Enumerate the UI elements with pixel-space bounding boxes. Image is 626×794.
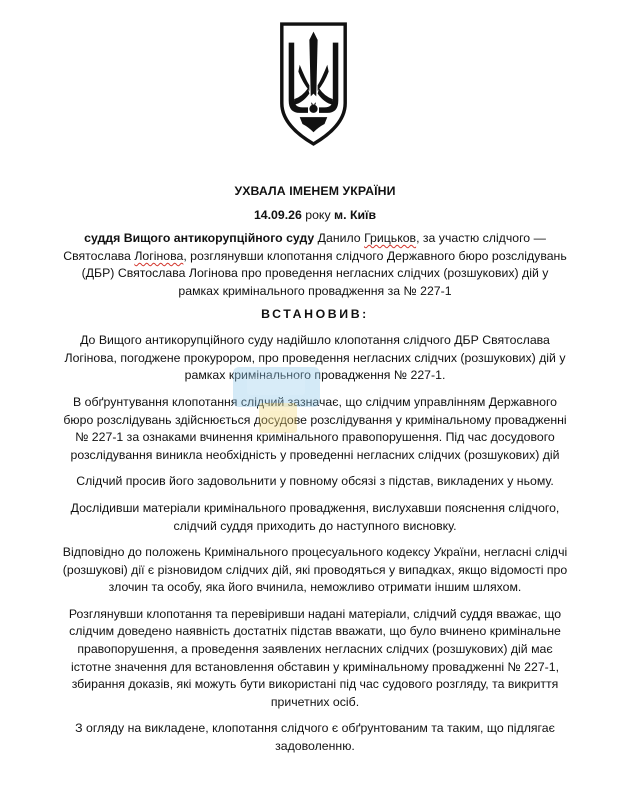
body-paragraph: Слідчий просив його задовольнити у повному обсязі з підстав, викладених у ньому. <box>76 474 554 489</box>
section-heading: ВСТАНОВИВ: <box>261 306 369 321</box>
body-paragraph: Розглянувши клопотання та перевіривши надані матеріали, слідчий суддя вважає, що слідчим доведено наявність достатніх підстав вважати, що було вчинено кримінальне правопорушення, а проведення заявлених негласних слідчих (розшукових) дій має істотне значення для встановлення обставин у кримінальному провадженні № 227-1, збирання доказів, які можуть бути використані під час судового розгляду, та викриття причетних осіб. <box>68 606 562 709</box>
year-word: року <box>301 207 335 222</box>
intro-with: , за участю слідчого — Святослава <box>63 231 546 263</box>
investigator-last-name: Логінова <box>134 248 184 263</box>
intro-paragraph <box>62 230 568 300</box>
judge-first-name: Данило <box>314 231 365 246</box>
body-paragraph: До Вищого антикорупційного суду надійшло клопотання слідчого ДБР Святослава Логінова, погоджене прокурором, про проведення негласних слідчих (розшукових) дій у рамках кримінального провадження № 227-1. <box>64 333 566 383</box>
document-title: УХВАЛА ІМЕНЕМ УКРАЇНИ <box>234 184 396 198</box>
body-paragraph: Дослідивши матеріали кримінального провадження, вислухавши пояснення слідчого, слідчий суддя приходить до наступного висновку. <box>70 500 560 533</box>
tryzub-coat-of-arms-icon <box>279 22 348 146</box>
ruling-city: м. Київ <box>334 207 377 222</box>
judge-role: суддя Вищого антикорупційного суду <box>84 231 315 246</box>
intro-rest: , розглянувши клопотання слідчого Державного бюро розслідувань (ДБР) Святослава Логінова про проведення негласних слідчих (розшукових) дій у рамках кримінального провадження за № 227-1 <box>81 248 567 298</box>
body-paragraph: З огляду на викладене, клопотання слідчого є обґрунтованим та таким, що підлягає задоволенню. <box>75 721 555 754</box>
ruling-document <box>62 183 568 765</box>
body-paragraph: Відповідно до положень Кримінального процесуального кодексу України, негласні слідчі (розшукові) дії є різновидом слідчих дій, які проводяться у випадках, якщо відомості про злочин та особу, яка його вчинила, неможливо отримати іншим шляхом. <box>62 545 568 595</box>
ruling-date: 14.09.26 <box>253 207 302 222</box>
date-place-line <box>62 207 568 225</box>
body-paragraph: В обґрунтування клопотання слідчий зазначає, що слідчим управлінням Державного бюро розслідувань здійснюється досудове розслідування у кримінальному провадженні № 227-1 за ознаками вчинення кримінального правопорушення. Під час досудового розслідування виникла необхідність у проведенні негласних слідчих (розшукових) дій <box>63 394 567 462</box>
judge-last-name: Грицьков <box>364 231 417 246</box>
